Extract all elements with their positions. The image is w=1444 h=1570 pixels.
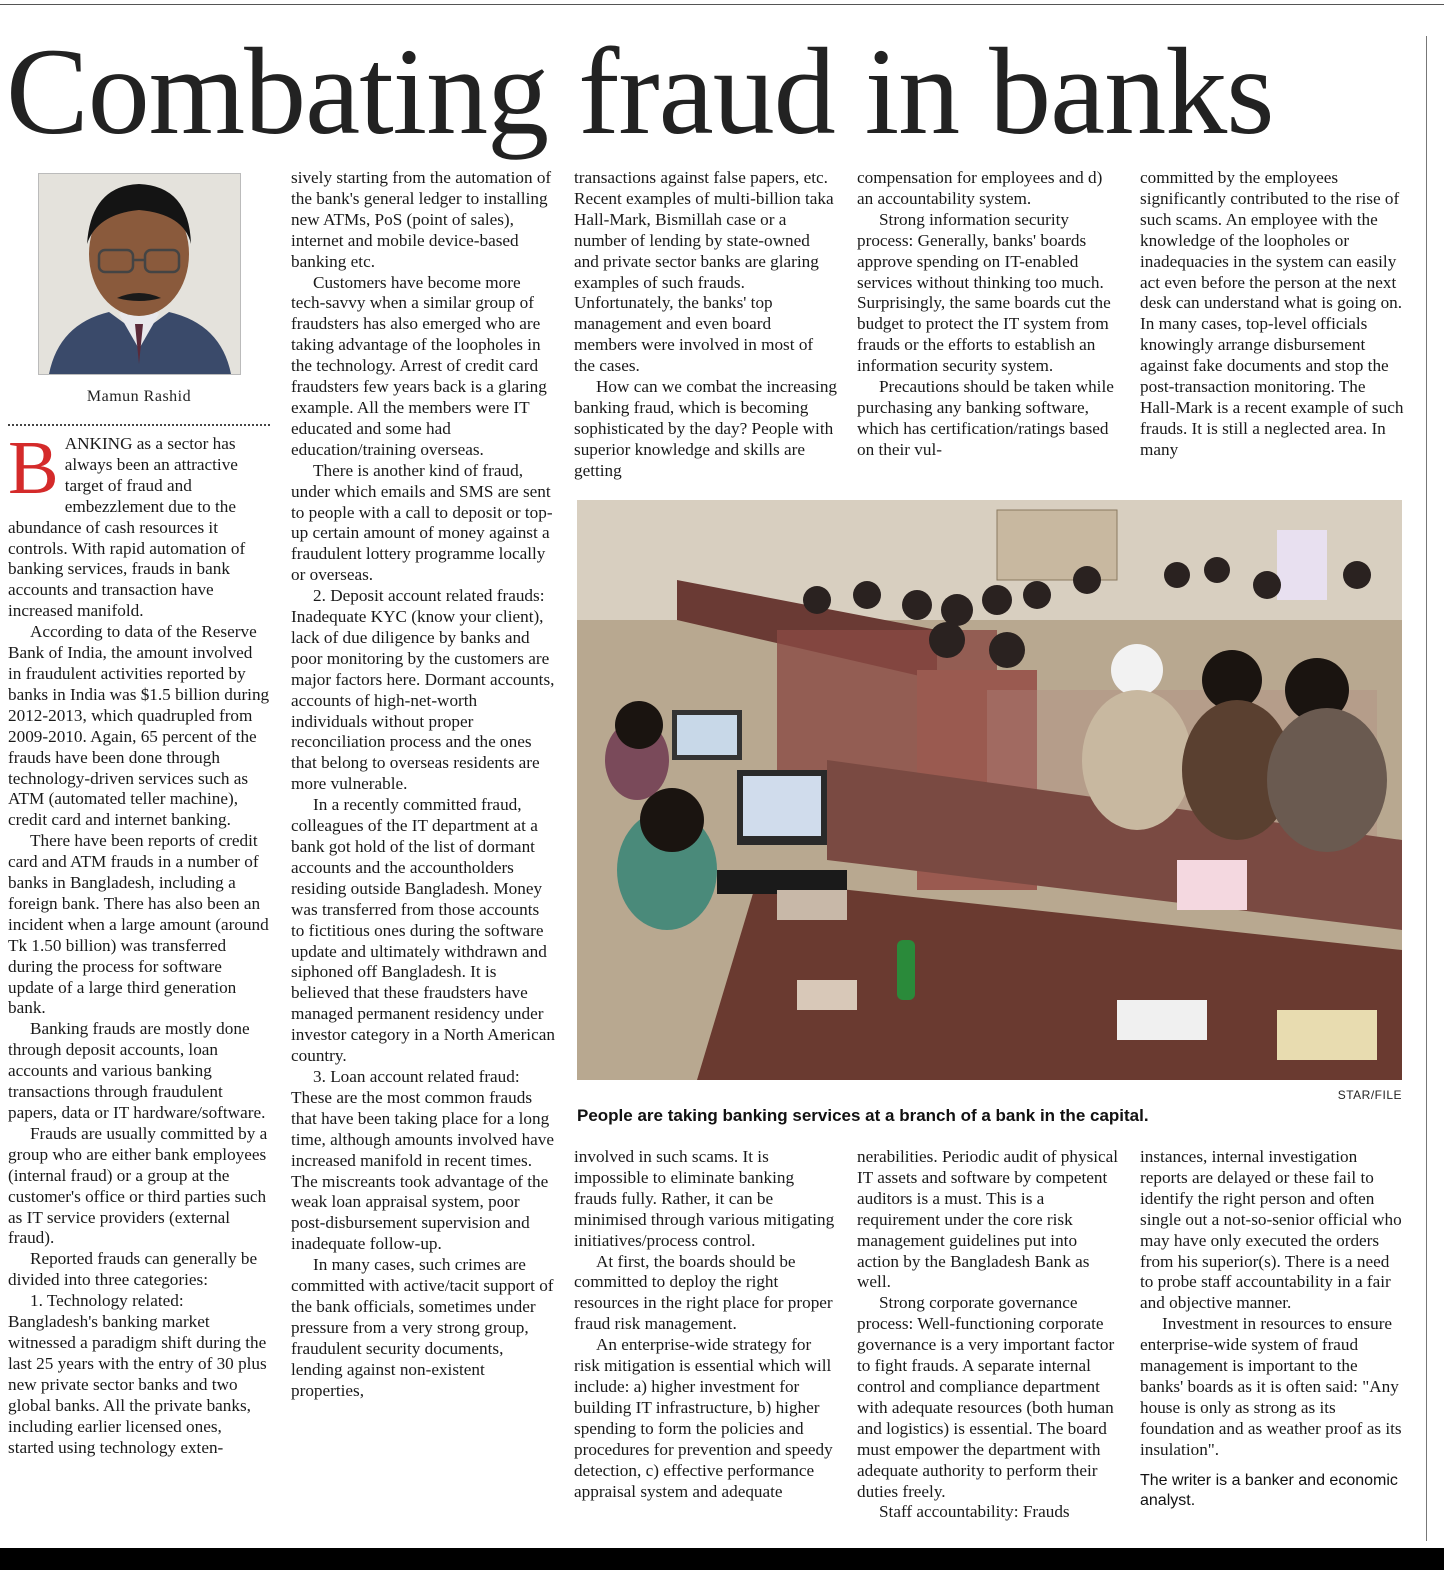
column-3-top bbox=[574, 168, 838, 482]
paragraph: Strong corporate governance process: Well-functioning corporate governance is a very important factor to fight frauds. A separate internal control and compliance department with adequate resources (both human and logistics) is essential. The board must empower the department with adequate authority to perform their duties freely. bbox=[857, 1293, 1115, 1501]
paragraph: 1. Technology related: Bangladesh's banking market witnessed a paradigm shift during the last 25 years with the entry of 30 plus new private sector banks and two global banks. All the private banks, including earlier licensed ones, started using technology exten- bbox=[8, 1291, 267, 1457]
headline: Combating fraud in banks bbox=[6, 23, 1274, 160]
paragraph: An enterprise-wide strategy for risk mitigation is essential which will include: a) higher investment for building IT infrastructure, b) higher spending to form the policies and procedures for prevention and speedy detection, c) effective performance appraisal system and adequate bbox=[574, 1335, 833, 1501]
paragraph: compensation for employees and d) an accountability system. bbox=[857, 168, 1103, 208]
paragraph: Frauds are usually committed by a group who are either bank employees (internal fraud) or a group at the customer's office or third parties such as IT service providers (external fraud). bbox=[8, 1123, 268, 1248]
paragraph: There have been reports of credit card and ATM frauds in a number of banks in Bangladesh, including a foreign bank. There has also been an incident when a large amount (around Tk 1.50 billion) was transferred during the process for software update of a large third generation bank. bbox=[8, 831, 269, 1018]
paragraph: 3. Loan account related fraud: These are the most common frauds that have been taking place for a long time, although amounts involved have increased manifold in recent times. The miscreants took advantage of the weak loan appraisal system, poor post-disbursement supervision and inadequate follow-up. bbox=[291, 1066, 555, 1254]
paragraph: sively starting from the automation of the bank's general ledger to installing new ATMs, PoS (point of sales), internet and mobile device-based banking etc. bbox=[291, 168, 552, 271]
paragraph: Reported frauds can generally be divided into three categories: bbox=[8, 1249, 258, 1290]
photo-credit: STAR/FILE bbox=[1337, 1088, 1402, 1102]
author-note: The writer is a banker and economic analyst. bbox=[1140, 1471, 1398, 1509]
byline-divider bbox=[8, 424, 270, 426]
column-2 bbox=[291, 168, 555, 1548]
paragraph: Investment in resources to ensure enterprise-wide system of fraud management is important to the banks' boards as it is often said: "Any house is only as strong as its foundation and as weather proof as its insulation". bbox=[1140, 1314, 1402, 1459]
paragraph: In many cases, such crimes are committed with active/tacit support of the bank officials, sometimes under pressure from a very strong group, fraudulent security documents, lending against non-existent properties, bbox=[291, 1255, 554, 1400]
paragraph: instances, internal investigation reports are delayed or these fail to identify the right person and often single out a not-so-senior official who may have only executed the orders from his superior(s). There is a need to probe staff accountability in a fair and objective manner. bbox=[1140, 1147, 1402, 1313]
column-3-bottom bbox=[574, 1147, 838, 1548]
column-4-bottom bbox=[857, 1147, 1121, 1548]
paragraph: committed by the employees significantly contributed to the rise of such scams. An employee with the knowledge of the loopholes or inadequacies in the system can easily act even before the person at the next desk can understand what is going on. In many cases, top-level officials knowingly arrange disbursement against fake documents and stop the post-transaction monitoring. The Hall-Mark is a recent example of such frauds. It is still a neglected area. In many bbox=[1140, 168, 1404, 459]
drop-cap: B bbox=[8, 434, 59, 510]
author-portrait bbox=[38, 173, 241, 375]
paragraph: How can we combat the increasing banking fraud, which is becoming sophisticated by the day? People with superior knowledge and skills are getting bbox=[574, 377, 838, 480]
paragraph: Customers have become more tech-savvy when a similar group of fraudsters has also emerged who are taking advantage of the loopholes in the technology. Arrest of credit card fraudsters few years back is a glaring example. All the members were IT educated and some had education/training overseas. bbox=[291, 272, 547, 459]
paragraph: 2. Deposit account related frauds: Inadequate KYC (know your client), lack of due diligence by banks and poor monitoring by the customers are major factors here. Dormant accounts, accounts of high-net-worth individuals without proper reconciliation process and the ones that belong to overseas residents are more vulnerable. bbox=[291, 586, 555, 794]
paragraph: At first, the boards should be committed to deploy the right resources in the right place for proper fraud risk management. bbox=[574, 1251, 833, 1334]
column-1 bbox=[8, 434, 270, 1548]
column-4-top bbox=[857, 168, 1121, 482]
paragraph: nerabilities. Periodic audit of physical IT assets and software by competent auditors is a must. This is a requirement under the core risk management guidelines put into action by the Bangladesh Bank as well. bbox=[857, 1147, 1119, 1292]
byline: Mamun Rashid bbox=[86, 388, 192, 405]
paragraph: According to data of the Reserve Bank of India, the amount involved in fraudulent activities reported by banks in India was $1.5 billion during 2012-2013, which quadrupled from 2009-2010. Again, 65 percent of the frauds have been done through technology-driven services such as ATM (automated teller machine), credit card and internet banking. bbox=[8, 622, 270, 830]
news-photo bbox=[577, 500, 1402, 1080]
bottom-bar bbox=[0, 1548, 1444, 1570]
column-5-top bbox=[1140, 168, 1404, 482]
photo-caption: People are taking banking services at a branch of a bank in the capital. bbox=[577, 1106, 1149, 1125]
paragraph: In a recently committed fraud, colleagues of the IT department at a bank got hold of the list of dormant accounts and the accountholders residing outside Bangladesh. Money was transferred from those accounts to fictitious ones during the software update and ultimately withdrawn and siphoned off Bangladesh. It is believed that these fraudsters have managed permanent residency under investor category in a North American country. bbox=[291, 795, 555, 1066]
paragraph: Strong information security process: Generally, banks' boards approve spending on IT-enabled services without thinking too much. Surprisingly, the same boards cut the budget to protect the IT system from frauds or the efforts to establish an information security system. bbox=[857, 209, 1111, 376]
paragraph: Precautions should be taken while purchasing any banking software, which has certification/ratings based on their vul- bbox=[857, 377, 1114, 459]
paragraph: There is another kind of fraud, under which emails and SMS are sent to people with a call to deposit or top-up certain amount of money against a fraudulent lottery programme locally or overseas. bbox=[291, 460, 553, 585]
paragraph: Banking frauds are mostly done through deposit accounts, loan accounts and various banking transactions through fraudulent papers, data or IT hardware/software. bbox=[8, 1019, 266, 1122]
column-rule bbox=[1426, 36, 1427, 1541]
lead-paragraph: ANKING as a sector has always been an attractive target of fraud and embezzlement due to the abundance of cash resources it controls. With rapid automation of banking services, frauds in bank accounts and transaction have increased manifold. bbox=[8, 434, 246, 621]
paragraph: Staff accountability: Frauds bbox=[879, 1502, 1070, 1522]
paragraph: transactions against false papers, etc. Recent examples of multi-billion taka Hall-Mark, Bismillah case or a number of lending by state-owned and private sector banks are glaring examples of such frauds. Unfortunately, the banks' top management and even board members were involved in most of the cases. bbox=[574, 168, 834, 376]
top-rule bbox=[0, 4, 1444, 5]
column-5-bottom bbox=[1140, 1147, 1404, 1548]
paragraph: involved in such scams. It is impossible to eliminate banking frauds fully. Rather, it can be minimised through various mitigating initiatives/process control. bbox=[574, 1147, 835, 1250]
